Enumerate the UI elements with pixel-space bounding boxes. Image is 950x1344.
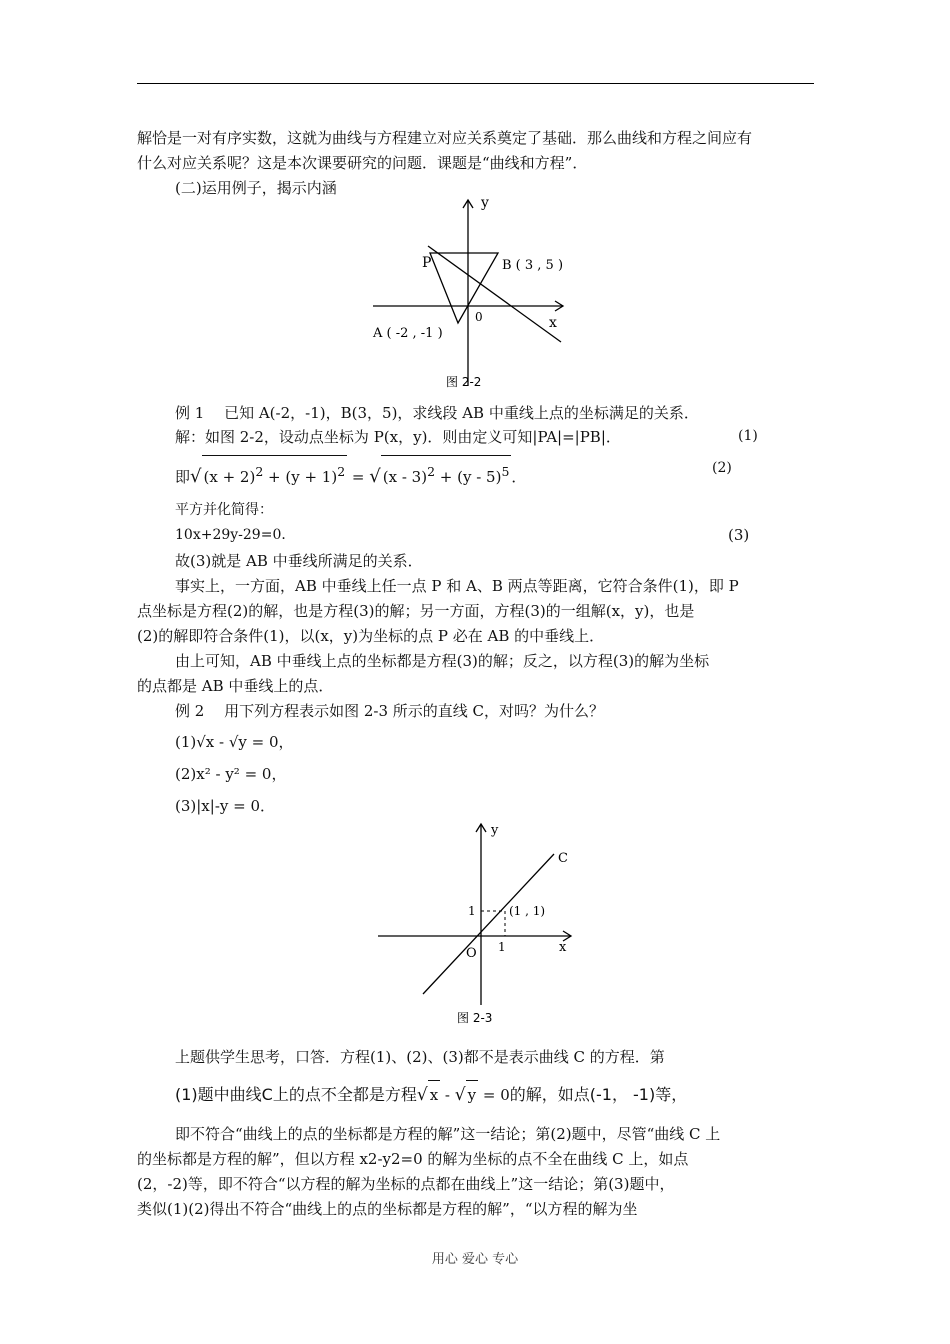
- paragraph-line: 上题供学生思考，口答．方程(1)、(2)、(3)都不是表示曲线 C 的方程．第: [175, 1048, 665, 1066]
- figure-2-3: [373, 820, 588, 1030]
- line-c-label: C: [558, 851, 568, 866]
- point-p-label: P: [422, 255, 432, 271]
- paragraph-line: 什么对应关系呢？这是本次课要研究的问题．课题是“曲线和方程”．: [137, 154, 588, 172]
- option-equation-3: (3)|x|-y = 0．: [175, 797, 276, 815]
- paragraph-line: 事实上，一方面，AB 中垂线上任一点 P 和 A、B 两点等距离，它符合条件(1)，即 P: [175, 577, 739, 595]
- paragraph-line: 平方并化简得：: [175, 502, 273, 518]
- paragraph-line: 故(3)就是 AB 中垂线所满足的关系．: [175, 552, 423, 570]
- paragraph-line: (2，-2)等，即不符合“以方程的解为坐标的点都在曲线上”这一结论；第(3)题中，: [137, 1175, 675, 1193]
- large-text-line: (1)题中曲线C上的点不全都是方程√ x - √ y = 0的解，如点(-1， -1)等，: [175, 1080, 855, 1109]
- figure-caption: 图 2-3: [457, 1011, 493, 1025]
- figure-caption: 图 2-2: [446, 375, 482, 389]
- section-heading: (二)运用例子，揭示内涵: [175, 179, 337, 197]
- equation-2: 即√ $(x + 2)^2 + (y + 1)^2$ = √ (x - 3)$^2$ + (y - 5)$^5$ ．: [175, 455, 855, 493]
- option-equation-1: (1)√x - √y = 0，: [175, 733, 294, 751]
- large-text-start: (1)题中曲线C上的点不全都是方程: [175, 1085, 417, 1104]
- example-2: 例 2 用下列方程表示如图 2-3 所示的直线 C，对吗？为什么？: [175, 702, 605, 720]
- paragraph-line: 点坐标是方程(2)的解，也是方程(3)的解；另一方面，方程(3)的一组解(x，y)，也是: [137, 602, 695, 620]
- x-axis-label: x: [549, 315, 557, 331]
- equation-number: (2): [712, 460, 732, 476]
- paragraph-line: (2)的解即符合条件(1)，以(x，y)为坐标的点 P 必在 AB 的中垂线上．: [137, 627, 605, 645]
- equation-number: (3): [728, 526, 750, 544]
- header-rule: [137, 83, 814, 84]
- solution-line: 解：如图 2-2，设动点坐标为 P(x，y)．则由定义可知|PA|=|PB|．: [175, 428, 621, 446]
- option-equation-2: (2)x² - y² = 0，: [175, 765, 287, 783]
- y-axis-label: y: [491, 823, 499, 838]
- y-tick-label: 1: [468, 904, 476, 918]
- figure-2-2: [365, 196, 575, 396]
- point-a-label: A ( -2 , -1 ): [373, 326, 443, 341]
- paragraph-line: 解恰是一对有序实数，这就为曲线与方程建立对应关系奠定了基础．那么曲线和方程之间应有: [137, 129, 753, 147]
- example-1: 例 1 已知 A(-2，-1)，B(3，5)，求线段 AB 中重线上点的坐标满足的关系．: [175, 404, 699, 422]
- paragraph-line: 即不符合“曲线上的点的坐标都是方程的解”这一结论；第(2)题中，尽管“曲线 C 上: [175, 1125, 721, 1143]
- equation-prefix: 即: [175, 468, 191, 486]
- point-b-label: B ( 3 , 5 ): [502, 258, 564, 273]
- origin-label: O: [466, 946, 477, 961]
- paragraph-line: 的坐标都是方程的解”，但以方程 x2-y2=0 的解为坐标的点不全在曲线 C 上，如点: [137, 1150, 689, 1168]
- paragraph-line: 类似(1)(2)得出不符合“曲线上的点的坐标都是方程的解”，“以方程的解为坐: [137, 1200, 638, 1218]
- paragraph-line: 由上可知，AB 中垂线上点的坐标都是方程(3)的解；反之，以方程(3)的解为坐标: [175, 652, 710, 670]
- x-tick-label: 1: [498, 940, 506, 954]
- point-label: (1 , 1): [509, 904, 546, 918]
- y-axis-label: y: [481, 196, 489, 211]
- equation-number: (1): [738, 428, 758, 444]
- large-text-end: 的解，如点(-1， -1)等，: [509, 1085, 688, 1104]
- page-footer: 用心 爱心 专心: [431, 1252, 519, 1267]
- paragraph-line: 的点都是 AB 中垂线上的点．: [137, 677, 334, 695]
- x-axis-label: x: [559, 940, 567, 955]
- origin-label: 0: [475, 310, 483, 324]
- equation-3: 10x+29y-29=0．: [175, 527, 296, 543]
